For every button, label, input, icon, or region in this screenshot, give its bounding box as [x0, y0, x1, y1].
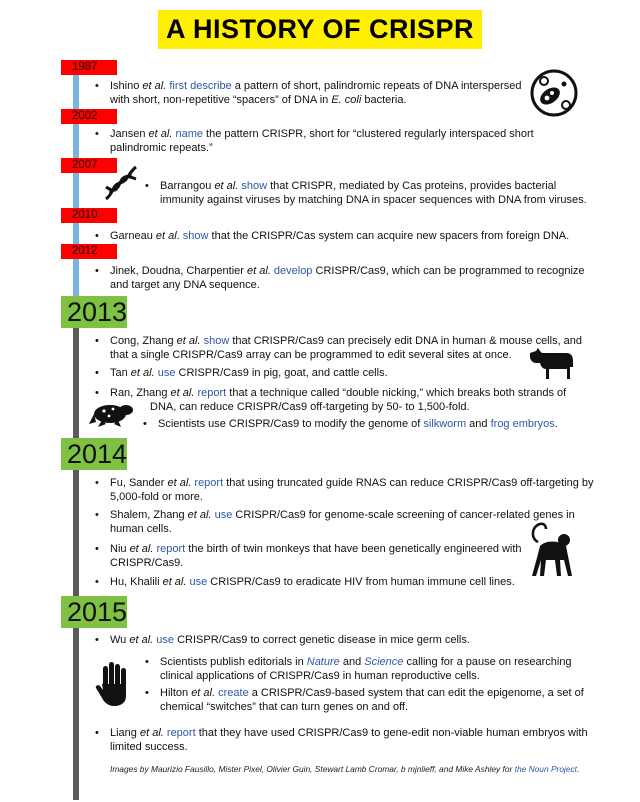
link-name[interactable]: name [175, 128, 203, 140]
year-label-2007: 2007 [61, 158, 117, 173]
page-title: A HISTORY OF CRISPR [165, 14, 475, 44]
link-report-2014a[interactable]: report [194, 477, 224, 489]
link-show-2007[interactable]: show [241, 180, 268, 192]
hand-icon [94, 660, 132, 708]
link-report-2014b[interactable]: report [156, 543, 186, 555]
year-label-2013: 2013 [61, 296, 127, 328]
event-2014-4: • Hu, Khalili et al. use CRISPR/Cas9 to eradicate HIV from human immune cell lines. [95, 576, 515, 588]
bacteria-icon [528, 68, 580, 118]
year-label-2002: 2002 [61, 109, 117, 124]
dna-icon [102, 163, 140, 203]
link-silkworm[interactable]: silkworm [423, 418, 467, 430]
frog-icon [88, 400, 134, 428]
year-label-2015: 2015 [61, 596, 127, 628]
title-banner [158, 10, 482, 49]
event-2012: • Jinek, Doudna, Charpentier et al. develop CRISPR/Cas9, which can be programmed to recognize and target any DNA sequence. [95, 265, 585, 291]
year-label-2010: 2010 [61, 208, 117, 223]
link-create[interactable]: create [218, 687, 249, 699]
link-use-2013[interactable]: use [157, 367, 176, 379]
event-2010: • Garneau et al. show that the CRISPR/Cas system can acquire new spacers from foreign DNA. [95, 230, 570, 242]
link-first-describe[interactable]: first describe [169, 80, 232, 92]
year-label-2014: 2014 [61, 438, 127, 470]
year-label-2012: 2012 [61, 244, 117, 259]
event-1987: • Ishino et al. first describe a pattern of short, palindromic repeats of DNA interspersed with short, non-repetitive “spacers” of DNA in E. coli bacteria. [95, 80, 522, 106]
event-2013-4: • Scientists use CRISPR/Cas9 to modify the genome of silkworm and frog embryos. [143, 418, 558, 430]
link-show-2010[interactable]: show [182, 230, 209, 242]
event-2014-1: • Fu, Sander et al. report that using truncated guide RNAS can reduce CRISPR/Cas9 off-targeting by 5,000-fold or more. [95, 477, 594, 503]
link-report-2013[interactable]: report [197, 387, 227, 399]
event-2002: • Jansen et al. name the pattern CRISPR, short for “clustered regularly interspaced short palindromic repeats.” [95, 128, 534, 154]
link-develop[interactable]: develop [273, 265, 313, 277]
event-2015-1: • Wu et al. use CRISPR/Cas9 to correct genetic disease in mice germ cells. [95, 634, 470, 646]
event-2013-3: • Ran, Zhang et al. report that a technique called “double nicking,” which breaks both strands of DNA, can reduce CRISPR/Cas9 off-targeting by 50- to 1,500-fold. [95, 387, 567, 413]
link-report-2015[interactable]: report [166, 727, 196, 739]
link-show-2013[interactable]: show [203, 335, 230, 347]
event-2013-2: • Tan et al. use CRISPR/Cas9 in pig, goat, and cattle cells. [95, 367, 388, 379]
event-2014-2: • Shalem, Zhang et al. use CRISPR/Cas9 for genome-scale screening of cancer-related genes in human cells. [95, 509, 575, 535]
event-2007: • Barrangou et al. show that CRISPR, mediated by Cas proteins, provides bacterial immunity against viruses by matching DNA in spacer sequences with DNA from viruses. [145, 180, 587, 206]
link-nature[interactable]: Nature [306, 656, 340, 668]
event-2014-3: • Niu et al. report the birth of twin monkeys that have been genetically engineered with CRISPR/Cas9. [95, 543, 522, 569]
event-2015-3: • Hilton et al. create a CRISPR/Cas9-based system that can edit the epigenome, a set of chemical “switches” that can turn genes on and off. [145, 687, 584, 713]
event-2015-2: • Scientists publish editorials in Nature and Science calling for a pause on researching clinical applications of CRISPR/Cas9 in human reproductive cells. [145, 656, 572, 682]
monkey-icon [528, 520, 578, 580]
link-use-2014b[interactable]: use [189, 576, 208, 588]
link-frog-embryos[interactable]: frog embryos [490, 418, 555, 430]
cow-icon [526, 345, 576, 381]
timeline-line-late [73, 320, 79, 800]
link-use-2015[interactable]: use [156, 634, 175, 646]
link-use-2014a[interactable]: use [214, 509, 233, 521]
link-noun-project[interactable]: the Noun Project [514, 764, 578, 774]
image-credits: Images by Maurizio Fausillo, Mister Pixel, Olivier Guin, Stewart Lamb Cromar, b mjnlieff, and Mike Ashley for the Noun Project. [110, 764, 580, 774]
event-2013-1: • Cong, Zhang et al. show that CRISPR/Cas9 can precisely edit DNA in human & mouse cells, and that a single CRISPR/Cas9 array can be programmed to edit several sites at once. [95, 335, 583, 361]
year-label-1987: 1987 [61, 60, 117, 75]
event-2015-4: • Liang et al. report that they have used CRISPR/Cas9 to gene-edit non-viable human embryos with limited success. [95, 727, 588, 753]
link-science[interactable]: Science [364, 656, 404, 668]
